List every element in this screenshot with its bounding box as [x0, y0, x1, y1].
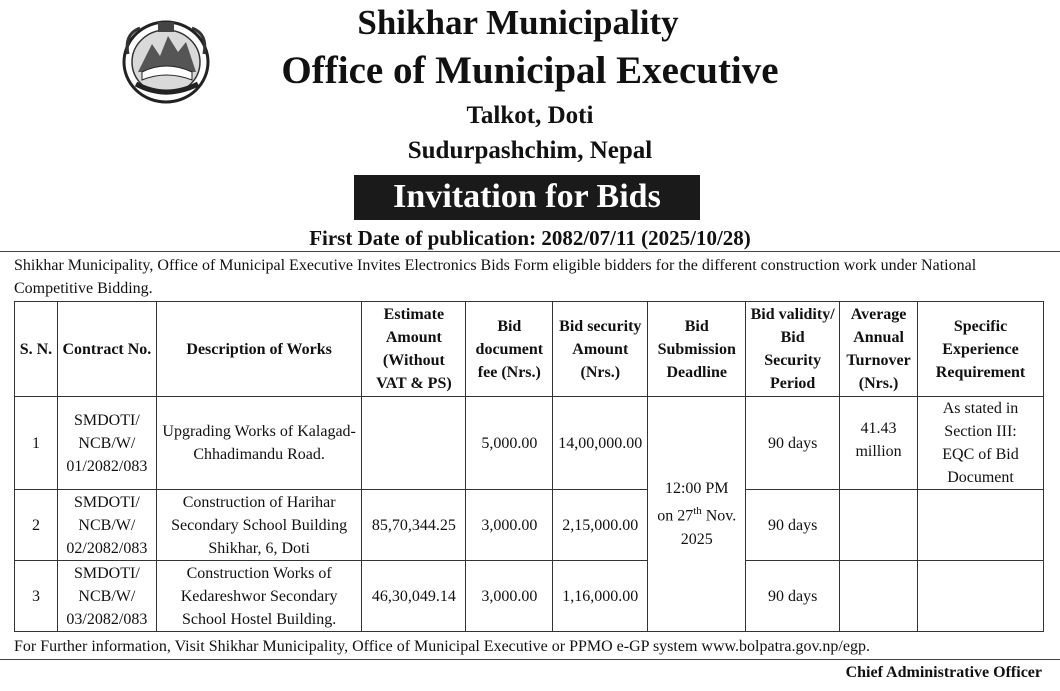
- empty-turnover: [840, 561, 918, 632]
- empty-turnover: [840, 490, 918, 561]
- row-sn: 3: [15, 561, 58, 632]
- row-contract: SMDOTI/ NCB/W/ 03/2082/083: [57, 561, 156, 632]
- empty-experience: [918, 490, 1044, 561]
- table-row: [15, 561, 1044, 632]
- row-contract: SMDOTI/ NCB/W/ 01/2082/083: [57, 397, 156, 490]
- header-estimate: Estimate Amount (Without VAT & PS): [362, 302, 466, 397]
- row-contract: SMDOTI/ NCB/W/ 02/2082/083: [57, 490, 156, 561]
- signoff: Chief Administrative Officer: [845, 664, 1042, 681]
- row-fee: 5,000.00: [466, 397, 553, 490]
- empty-experience: [918, 561, 1044, 632]
- experience-cell: As stated in Section III: EQC of Bid Document: [918, 397, 1044, 490]
- header-deadline: Bid Submission Deadline: [648, 302, 746, 397]
- divider: [0, 251, 1060, 252]
- intro-paragraph: Shikhar Municipality, Office of Municipal Executive Invites Electronics Bids Form eligible bidders for the different construction work under National Competitive Bidding.: [14, 257, 977, 297]
- province-line: Sudurpashchim, Nepal: [407, 137, 653, 164]
- notice-title-banner: Invitation for Bids: [354, 175, 700, 220]
- divider: [0, 659, 1060, 660]
- row-fee: 3,000.00: [466, 561, 553, 632]
- table-row: [15, 490, 1044, 561]
- location-line: Talkot, Doti: [466, 102, 594, 129]
- header-security: Bid security Amount (Nrs.): [553, 302, 648, 397]
- row-estimate: 46,30,049.14: [362, 561, 466, 632]
- office-title: Office of Municipal Executive: [281, 49, 779, 92]
- row-security: 1,16,000.00: [553, 561, 648, 632]
- header-sn: S. N.: [15, 302, 58, 397]
- row-sn: 1: [15, 397, 58, 490]
- header-experience: Specific Experience Requirement: [918, 302, 1044, 397]
- row-description: Construction Works of Kedareshwor Secondary School Hostel Building.: [156, 561, 362, 632]
- turnover-cell: 41.43 million: [840, 397, 918, 490]
- deadline-cell: 12:00 PM on 27th Nov. 2025: [648, 397, 746, 632]
- publication-date: First Date of publication: 2082/07/11 (2025/10/28): [309, 226, 751, 250]
- header-fee: Bid document fee (Nrs.): [466, 302, 553, 397]
- table-row: [15, 397, 1044, 490]
- row-estimate: [362, 397, 466, 490]
- bids-table: [14, 301, 1044, 632]
- row-validity: 90 days: [746, 561, 840, 632]
- header-description: Description of Works: [156, 302, 362, 397]
- row-sn: 2: [15, 490, 58, 561]
- header-validity: Bid validity/ Bid Security Period: [746, 302, 840, 397]
- footer-note: For Further information, Visit Shikhar Municipality, Office of Municipal Executive or PPMO e-GP system www.bolpatra.gov.np/egp.: [14, 638, 870, 655]
- row-fee: 3,000.00: [466, 490, 553, 561]
- header-turnover: Average Annual Turnover (Nrs.): [840, 302, 918, 397]
- row-security: 2,15,000.00: [553, 490, 648, 561]
- table-header-row: [15, 302, 1044, 397]
- row-security: 14,00,000.00: [553, 397, 648, 490]
- row-estimate: 85,70,344.25: [362, 490, 466, 561]
- row-validity: 90 days: [746, 490, 840, 561]
- municipality-title: Shikhar Municipality: [357, 3, 679, 42]
- row-description: Construction of Harihar Secondary School Building Shikhar, 6, Doti: [156, 490, 362, 561]
- header-contract: Contract No.: [57, 302, 156, 397]
- row-description: Upgrading Works of Kalagad- Chhadimandu Road.: [156, 397, 362, 490]
- row-validity: 90 days: [746, 397, 840, 490]
